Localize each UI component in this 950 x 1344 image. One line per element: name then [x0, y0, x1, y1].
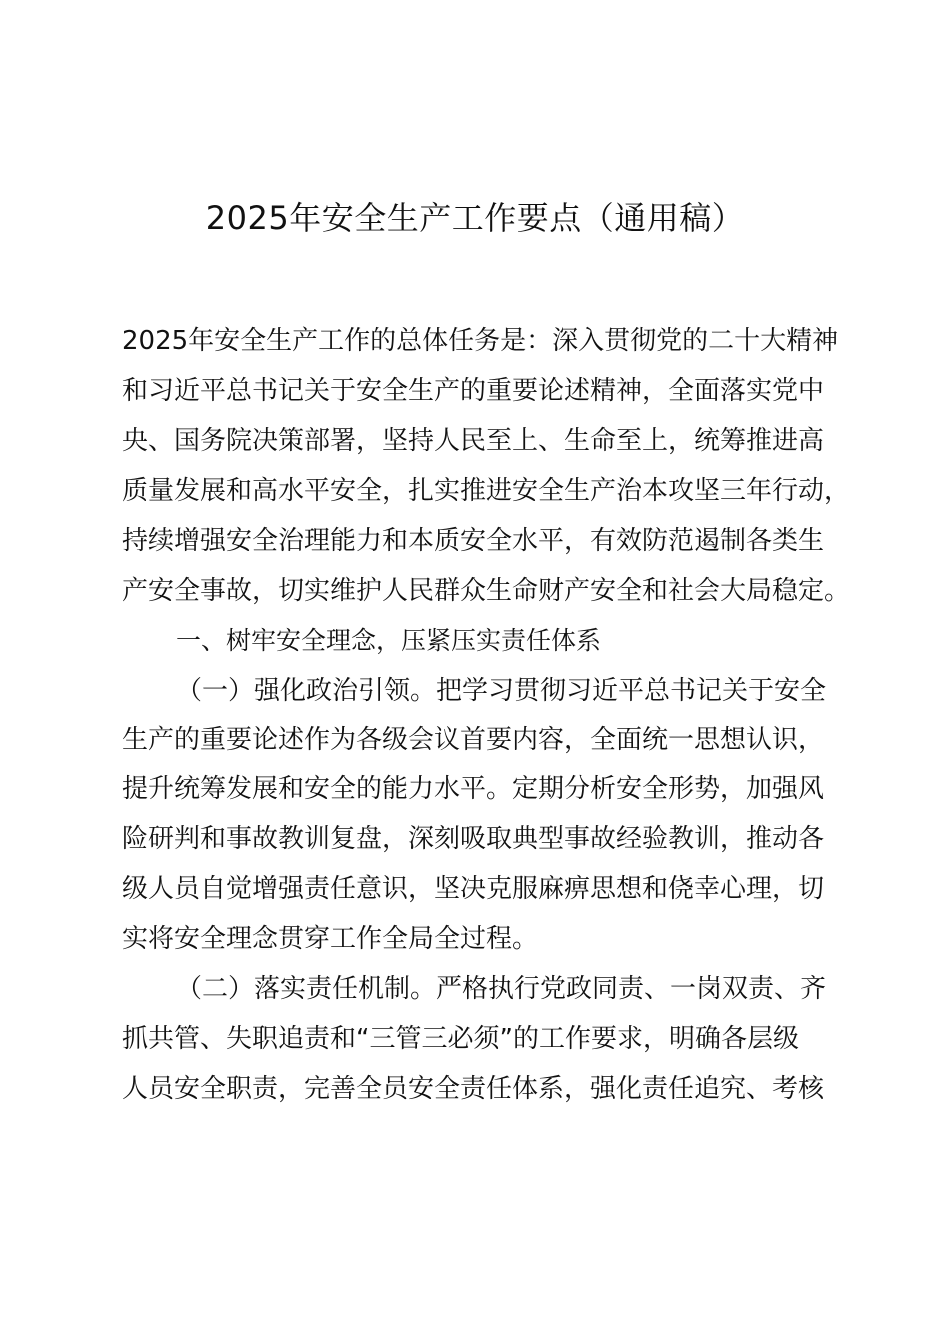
paragraph-line: 央、国务院决策部署，坚持人民至上、生命至上，统筹推进高: [122, 426, 825, 456]
paragraph-line: 质量发展和高水平安全，扎实推进安全生产治本攻坚三年行动，: [122, 476, 851, 506]
paragraph-line: （一）强化政治引领。把学习贯彻习近平总书记关于安全: [176, 676, 827, 706]
document-title: 2025年安全生产工作要点（通用稿）: [205, 199, 745, 237]
paragraph-line: 生产的重要论述作为各级会议首要内容，全面统一思想认识，: [122, 725, 825, 755]
paragraph-line: 险研判和事故教训复盘，深刻吸取典型事故经验教训，推动各: [122, 824, 825, 854]
paragraph-line: 提升统筹发展和安全的能力水平。定期分析安全形势，加强风: [122, 774, 825, 804]
section-heading: 一、树牢安全理念，压紧压实责任体系: [176, 626, 602, 655]
paragraph-line: 级人员自觉增强责任意识，坚决克服麻痹思想和侥幸心理，切: [122, 874, 825, 904]
paragraph-line: 和习近平总书记关于安全生产的重要论述精神，全面落实党中: [122, 376, 825, 406]
paragraph-line: 实将安全理念贯穿工作全局全过程。: [122, 924, 539, 954]
paragraph-line: 持续增强安全治理能力和本质安全水平，有效防范遏制各类生: [122, 526, 825, 556]
paragraph-line: 2025年安全生产工作的总体任务是：深入贯彻党的二十大精神: [122, 326, 839, 356]
paragraph-line: 产安全事故，切实维护人民群众生命财产安全和社会大局稳定。: [122, 576, 851, 606]
paragraph-line: 抓共管、失职追责和“三管三必须”的工作要求，明确各层级: [122, 1024, 799, 1054]
paragraph-line: 人员安全职责，完善全员安全责任体系，强化责任追究、考核: [122, 1074, 825, 1104]
paragraph-line: （二）落实责任机制。严格执行党政同责、一岗双责、齐: [176, 974, 827, 1004]
